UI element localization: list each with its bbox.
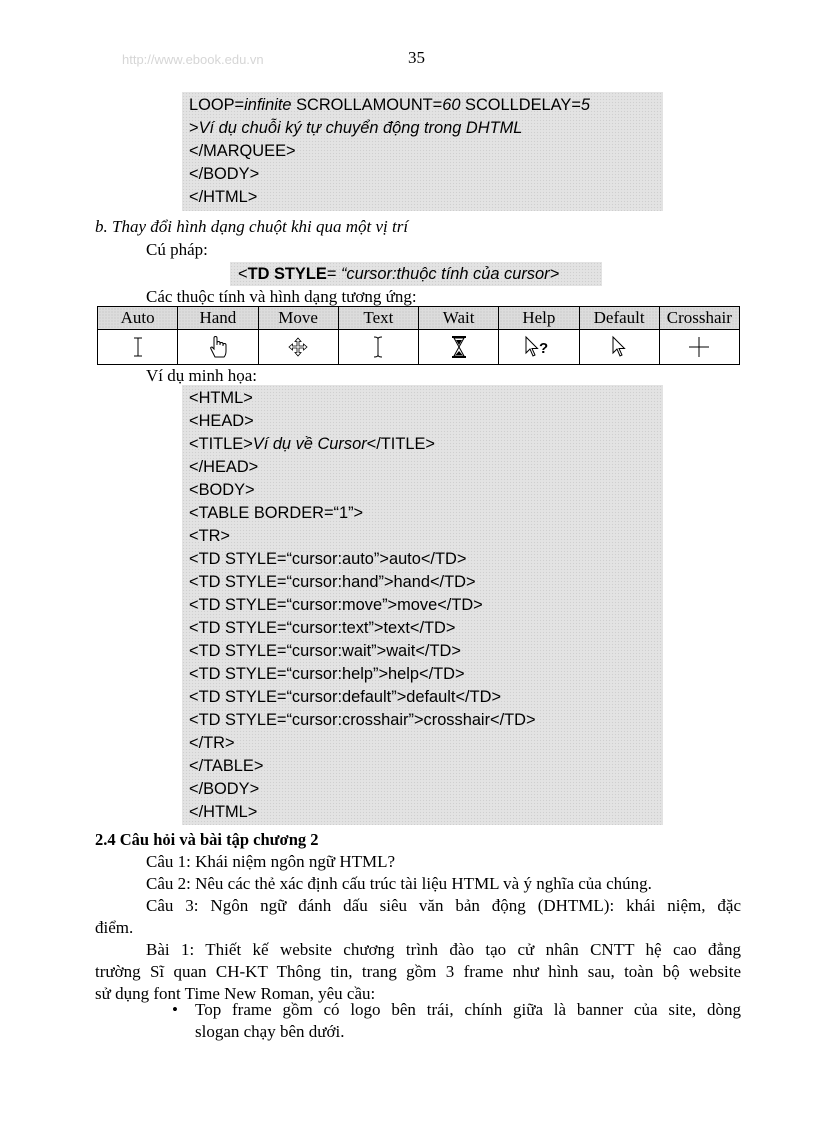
code-line bbox=[189, 709, 663, 732]
code-line bbox=[189, 117, 663, 140]
syntax-open: < bbox=[238, 265, 248, 283]
code-segment: <TD STYLE=“cursor:crosshair”>crosshair</TD> bbox=[189, 711, 536, 729]
code-segment: <TD STYLE=“cursor:auto”>auto</TD> bbox=[189, 550, 467, 568]
code-line bbox=[189, 617, 663, 640]
code-segment: SCOLLDELAY= bbox=[460, 96, 581, 114]
auto-cursor-icon bbox=[131, 336, 145, 358]
code-segment: 5 bbox=[580, 96, 591, 114]
code-line bbox=[189, 94, 663, 117]
header-move: Move bbox=[258, 307, 338, 330]
code-line bbox=[189, 410, 663, 433]
exercise-1-line-1: Bài 1: Thiết kế website chương trình đào tạo cử nhân CNTT hệ cao đẳng bbox=[146, 940, 741, 959]
header-default: Default bbox=[579, 307, 659, 330]
cell-wait bbox=[419, 330, 499, 365]
syntax-value: “cursor:thuộc tính của cursor> bbox=[340, 265, 560, 283]
code-line bbox=[189, 163, 663, 186]
cell-crosshair bbox=[659, 330, 739, 365]
code-block-cursor-example bbox=[182, 385, 663, 825]
code-line bbox=[189, 755, 663, 778]
question-3-line-1: Câu 3: Ngôn ngữ đánh dấu siêu văn bản động (DHTML): khái niệm, đặc bbox=[146, 896, 741, 915]
code-segment: <BODY> bbox=[189, 481, 255, 499]
example-label: Ví dụ minh họa: bbox=[146, 366, 257, 385]
cell-move bbox=[258, 330, 338, 365]
code-block-marquee bbox=[182, 92, 663, 211]
code-segment: <TD STYLE=“cursor:hand”>hand</TD> bbox=[189, 573, 476, 591]
syntax-tag: TD STYLE bbox=[247, 265, 327, 283]
code-segment: <HEAD> bbox=[189, 412, 254, 430]
header-hand: Hand bbox=[178, 307, 258, 330]
code-line bbox=[189, 571, 663, 594]
header-auto: Auto bbox=[98, 307, 178, 330]
header-help: Help bbox=[499, 307, 579, 330]
code-segment: <TD STYLE=“cursor:default”>default</TD> bbox=[189, 688, 502, 706]
code-line bbox=[189, 663, 663, 686]
exercise-1-line-3: sử dụng font Time New Roman, yêu cầu: bbox=[95, 984, 376, 1003]
code-segment: Ví dụ chuỗi ký tự chuyển động trong DHTML bbox=[198, 119, 523, 137]
page-header bbox=[0, 48, 816, 72]
code-segment: <TR> bbox=[189, 527, 230, 545]
syntax-label: Cú pháp: bbox=[146, 240, 208, 259]
code-segment: infinite bbox=[244, 96, 292, 114]
code-segment: </BODY> bbox=[189, 165, 260, 183]
hand-cursor-icon bbox=[207, 335, 229, 359]
header-crosshair: Crosshair bbox=[659, 307, 739, 330]
code-segment: 60 bbox=[442, 96, 461, 114]
code-segment: <TD STYLE=“cursor:help”>help</TD> bbox=[189, 665, 465, 683]
syntax-equals: = bbox=[326, 265, 341, 283]
code-segment: Ví dụ về Cursor bbox=[252, 435, 367, 453]
cell-text bbox=[338, 330, 418, 365]
bullet-1-line-2: slogan chạy bên dưới. bbox=[195, 1022, 345, 1041]
code-segment: </TR> bbox=[189, 734, 235, 752]
code-segment: <TITLE> bbox=[189, 435, 253, 453]
cell-help bbox=[499, 330, 579, 365]
code-segment: </TABLE> bbox=[189, 757, 264, 775]
header-text: Text bbox=[338, 307, 418, 330]
code-segment: LOOP= bbox=[189, 96, 245, 114]
cursor-table bbox=[97, 306, 740, 365]
code-line bbox=[189, 778, 663, 801]
code-line bbox=[189, 686, 663, 709]
bullet-1-line-1: Top frame gồm có logo bên trái, chính giữa là banner của site, dòng bbox=[195, 1000, 741, 1019]
cell-hand bbox=[178, 330, 258, 365]
attributes-label: Các thuộc tính và hình dạng tương ứng: bbox=[146, 287, 417, 306]
question-2: Câu 2: Nêu các thẻ xác định cấu trúc tài liệu HTML và ý nghĩa của chúng. bbox=[146, 874, 652, 893]
syntax-code-box bbox=[230, 262, 602, 286]
code-segment: <HTML> bbox=[189, 389, 253, 407]
section-title-2-4: 2.4 Câu hỏi và bài tập chương 2 bbox=[95, 830, 319, 849]
code-line bbox=[189, 479, 663, 502]
code-segment: <TD STYLE=“cursor:wait”>wait</TD> bbox=[189, 642, 461, 660]
watermark-url: http://www.ebook.edu.vn bbox=[122, 52, 264, 67]
cursor-table-icon-row bbox=[98, 330, 740, 365]
code-segment: <TD STYLE=“cursor:move”>move</TD> bbox=[189, 596, 483, 614]
code-line bbox=[189, 801, 663, 824]
header-wait: Wait bbox=[419, 307, 499, 330]
code-line bbox=[189, 640, 663, 663]
code-line bbox=[189, 186, 663, 209]
code-segment: <TABLE BORDER=“1”> bbox=[189, 504, 364, 522]
cursor-table-header-row bbox=[98, 307, 740, 330]
code-line bbox=[189, 548, 663, 571]
code-segment: </MARQUEE> bbox=[189, 142, 296, 160]
code-line bbox=[189, 433, 663, 456]
page-number: 35 bbox=[408, 48, 425, 67]
crosshair-cursor-icon bbox=[688, 336, 710, 358]
code-segment: <TD STYLE=“cursor:text”>text</TD> bbox=[189, 619, 456, 637]
text-cursor-icon bbox=[371, 335, 385, 359]
exercise-1-line-2: trường Sĩ quan CH-KT Thông tin, trang gồm 3 frame như hình sau, toàn bộ website bbox=[95, 962, 741, 981]
code-line bbox=[189, 594, 663, 617]
code-line bbox=[189, 140, 663, 163]
code-line bbox=[189, 732, 663, 755]
code-segment: </HTML> bbox=[189, 188, 258, 206]
cell-default bbox=[579, 330, 659, 365]
code-line bbox=[189, 387, 663, 410]
code-segment: SCROLLAMOUNT= bbox=[291, 96, 443, 114]
bullet-icon: • bbox=[172, 1000, 178, 1019]
code-line bbox=[189, 502, 663, 525]
code-segment: </TITLE> bbox=[366, 435, 435, 453]
code-line bbox=[189, 456, 663, 479]
code-segment: </HEAD> bbox=[189, 458, 259, 476]
default-cursor-icon bbox=[611, 335, 627, 359]
question-1: Câu 1: Khái niệm ngôn ngữ HTML? bbox=[146, 852, 396, 871]
svg-text:?: ? bbox=[538, 340, 549, 357]
move-cursor-icon bbox=[288, 337, 308, 357]
code-segment: </BODY> bbox=[189, 780, 260, 798]
code-line bbox=[189, 525, 663, 548]
question-3-line-2: điểm. bbox=[95, 918, 134, 937]
code-segment: > bbox=[189, 119, 199, 137]
code-segment: </HTML> bbox=[189, 803, 258, 821]
help-cursor-icon bbox=[524, 335, 554, 359]
wait-cursor-icon bbox=[451, 335, 467, 359]
section-heading-b: b. Thay đổi hình dạng chuột khi qua một vị trí bbox=[95, 217, 409, 236]
cell-auto bbox=[98, 330, 178, 365]
